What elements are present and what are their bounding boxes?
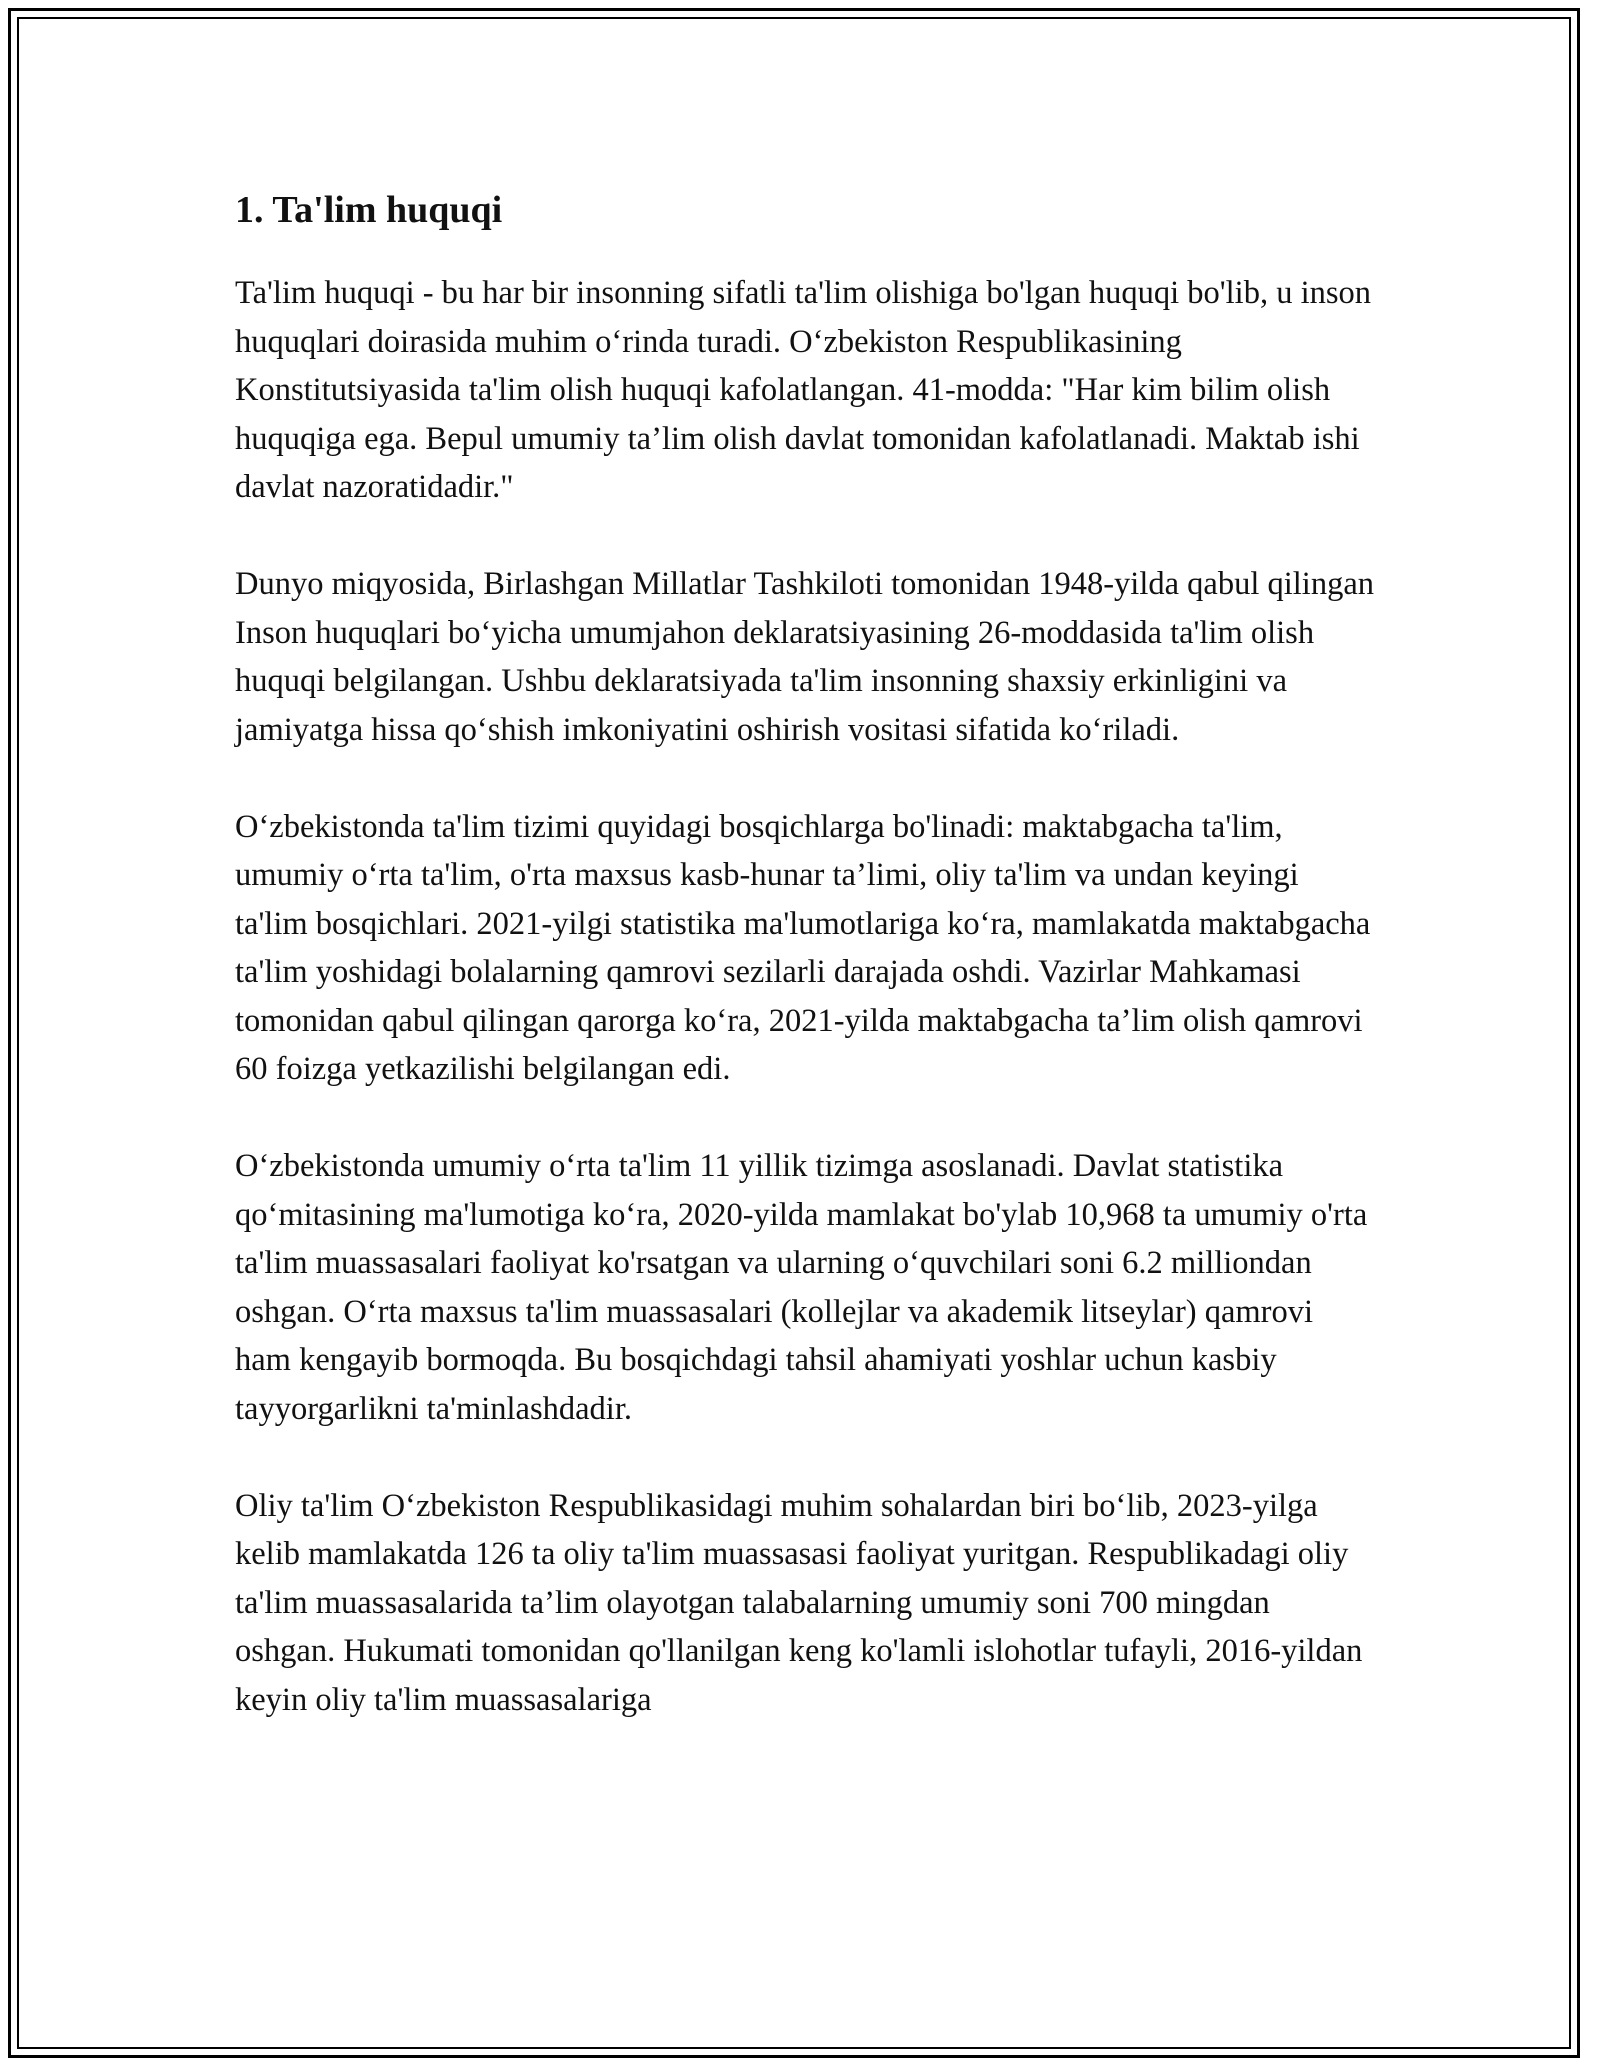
paragraph-constitution: Ta'lim huquqi - bu har bir insonning sifatli ta'lim olishiga bo'lgan huquqi bo'lib, u inson huquqlari doirasida muhim o‘rinda turadi. O‘zbekiston Respublikasining Konstitutsiyasida ta'lim olish huquqi kafolatlangan. 41-modda: "Har kim bilim olish huquqiga ega. Bepul umumiy ta’lim olish davlat tomonidan kafolatlanadi. Maktab ishi davlat nazoratidadir." xyxy=(235,275,1371,505)
paragraph-education-stages: O‘zbekistonda ta'lim tizimi quyidagi bosqichlarga bo'linadi: maktabgacha ta'lim, umumiy o‘rta ta'lim, o'rta maxsus kasb-hunar ta’limi, oliy ta'lim va undan keyingi ta'lim bosqichlari. 2021-yilgi statistika ma'lumotlariga ko‘ra, mamlakatda maktabgacha ta'lim yoshidagi bolalarning qamrovi sezilarli darajada oshdi. Vazirlar Mahkamasi tomonidan qabul qilingan qarorga ko‘ra, 2021-yilda maktabgacha ta’lim olish qamrovi 60 foizga yetkazilishi belgilangan edi. xyxy=(235,808,1371,1087)
paragraph-un-declaration: Dunyo miqyosida, Birlashgan Millatlar Tashkiloti tomonidan 1948-yilda qabul qilingan Inson huquqlari bo‘yicha umumjahon deklaratsiyasining 26-moddasida ta'lim olish huquqi belgilangan. Ushbu deklaratsiyada ta'lim insonning shaxsiy erkinligini va jamiyatga hissa qo‘shish imkoniyatini oshirish vositasi sifatida ko‘riladi. xyxy=(235,566,1375,748)
paragraph-higher-education: Oliy ta'lim O‘zbekiston Respublikasidagi muhim sohalardan biri bo‘lib, 2023-yilga kelib mamlakatda 126 ta oliy ta'lim muassasasi faoliyat yuritgan. Respublikadagi oliy ta'lim muassasalarida ta’lim olayotgan talabalarning umumiy soni 700 mingdan oshgan. Hukumati tomonidan qo'llanilgan keng ko'lamli islohotlar tufayli, 2016-yildan keyin oliy ta'lim muassasalariga xyxy=(235,1487,1363,1718)
section-title: 1. Ta'lim huquqi xyxy=(235,189,503,231)
document-body xyxy=(235,185,1375,1773)
paragraph-general-secondary: O‘zbekistonda umumiy o‘rta ta'lim 11 yillik tizimga asoslanadi. Davlat statistika qo‘mitasining ma'lumotiga ko‘ra, 2020-yilda mamlakat bo'ylab 10,968 ta umumiy o'rta ta'lim muassasalari faoliyat ko'rsatgan va ularning o‘quvchilari soni 6.2 milliondan oshgan. O‘rta maxsus ta'lim muassasalari (kollejlar va akademik litseylar) qamrovi ham kengayib bormoqda. Bu bosqichdagi tahsil ahamiyati yoshlar uchun kasbiy tayyorgarlikni ta'minlashdadir. xyxy=(235,1148,1368,1427)
